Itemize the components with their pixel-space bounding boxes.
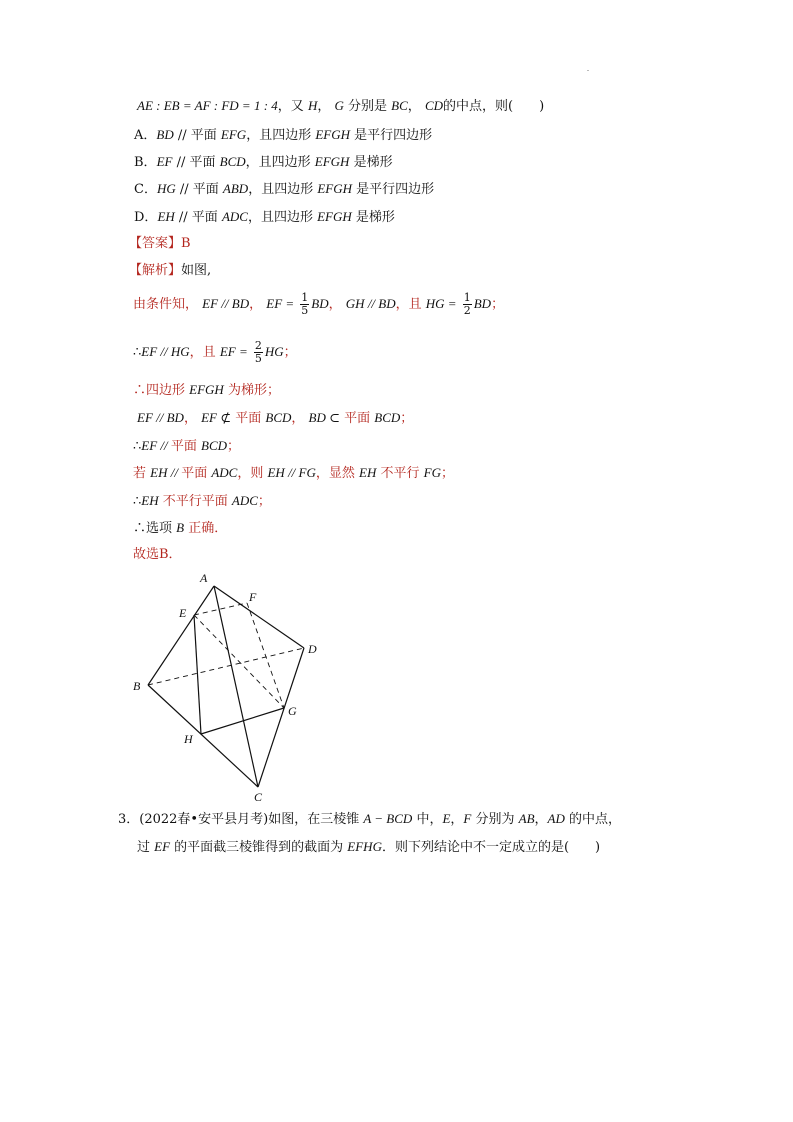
question-3-line-1: 3．(2022春•安平县月考)如图，在三棱锥 A − BCD 中，E，F 分别为 AB，AD 的中点， — [118, 811, 622, 827]
label-f: F — [249, 590, 257, 604]
analysis-label: 【解析】 — [129, 263, 182, 278]
tetrahedron-figure — [128, 568, 328, 808]
step-5: ∴EF // 平面 BCD； — [133, 438, 241, 454]
fraction-1-2: $\frac{1}{2}$ — [463, 291, 471, 317]
step-4: EF // BD， EF ⊄ 平面 BCD， BD ⊂ 平面 BCD； — [137, 410, 414, 426]
label-d: D — [308, 642, 317, 656]
option-b[interactable]: B．EF // 平面 BCD，且四边形 EFGH 是梯形 — [134, 154, 393, 170]
answer-value: B — [181, 236, 191, 251]
edge-fg-hidden — [247, 603, 284, 708]
answer-label: 【答案】 — [129, 236, 182, 251]
label-c: C — [254, 790, 263, 804]
ratio-expression: AE : EB = AF : FD = 1 : 4 — [137, 98, 278, 113]
label-g: G — [288, 704, 297, 718]
step-1: 由条件知， EF // BD， EF = $\frac{1}{5}$ BD， GH // BD，且 HG = $\frac{1}{2}$ BD； — [133, 291, 505, 317]
step-9: 故选B． — [133, 547, 182, 562]
question-number: 3． — [118, 812, 140, 827]
step-8: ∴选项 B 正确． — [133, 520, 228, 536]
analysis-line: 【解析】如图, — [129, 263, 212, 278]
fraction-1-5: $\frac{1}{5}$ — [301, 291, 309, 317]
label-e: E — [179, 606, 187, 620]
diagonal-eg-hidden — [194, 615, 284, 708]
step-2: ∴EF // HG，且 EF = $\frac{2}{5}$ HG； — [133, 339, 297, 365]
edge-ad — [214, 586, 304, 648]
label-b: B — [133, 679, 141, 693]
edge-eh — [194, 615, 201, 734]
answer-line — [129, 235, 191, 253]
edge-cd — [258, 648, 304, 787]
option-d[interactable]: D．EH // 平面 ADC，且四边形 EFGH 是梯形 — [134, 209, 395, 225]
fraction-2-5: $\frac{2}{5}$ — [254, 339, 262, 365]
step-7: ∴EH 不平行平面 ADC； — [133, 493, 271, 509]
edge-hg — [201, 708, 284, 734]
label-h: H — [184, 732, 193, 746]
question-stem: AE : EB = AF : FD = 1 : 4，又 H， G 分别是 BC， CD的中点，则( ) — [137, 98, 545, 114]
option-a[interactable]: A．BD // 平面 EFG，且四边形 EFGH 是平行四边形 — [134, 127, 433, 143]
question-3-line-2: 过 EF 的平面截三棱锥得到的截面为 EFHG．则下列结论中不一定成立的是( ) — [137, 839, 601, 855]
option-c[interactable]: C．HG // 平面 ABD，且四边形 EFGH 是平行四边形 — [134, 181, 435, 197]
step-6: 若 EH // 平面 ADC，则 EH // FG，显然 EH 不平行 FG； — [133, 465, 454, 481]
question-source: (2022春•安平县月考) — [139, 812, 269, 827]
edge-ab — [148, 586, 214, 685]
scan-speck — [587, 70, 589, 71]
label-a: A — [200, 571, 208, 585]
edge-bc — [148, 685, 258, 787]
step-3: ∴四边形 EFGH 为梯形； — [133, 382, 280, 398]
edge-bd-hidden — [148, 648, 304, 685]
